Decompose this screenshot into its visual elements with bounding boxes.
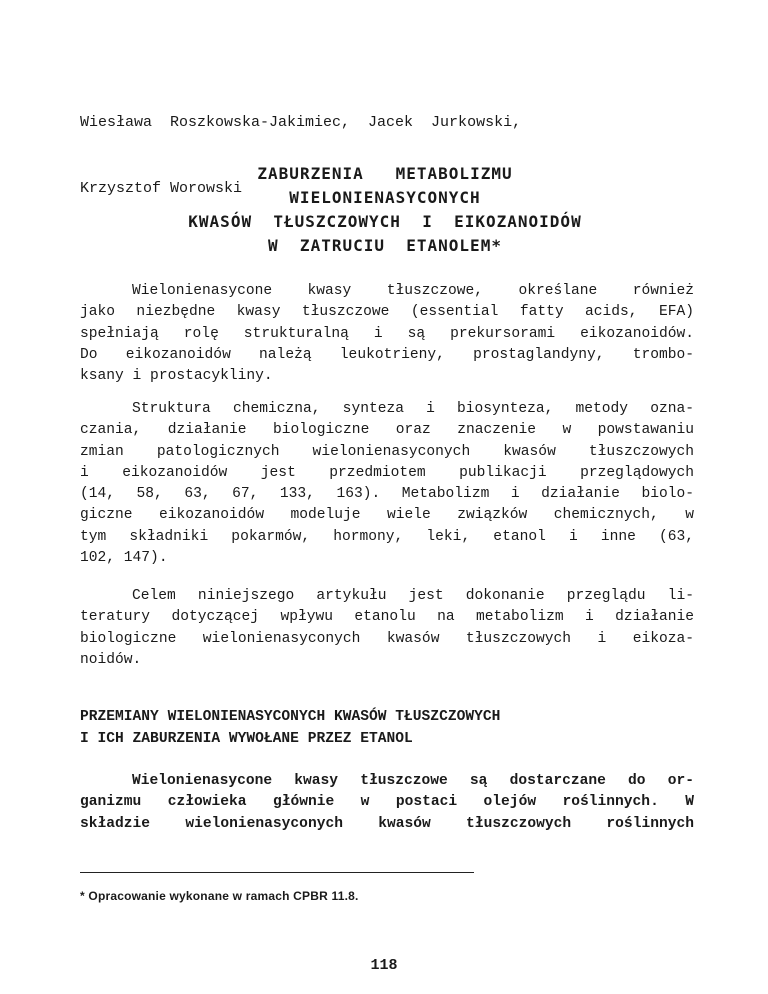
text-line: i eikozanoidów jest przedmiotem publikacji przeglądowych [80, 464, 694, 481]
paragraph-1 [80, 281, 694, 387]
paragraph-2 [80, 399, 694, 569]
title-line-4: W ZATRUCIU ETANOLEM* [268, 236, 502, 255]
footnote: * Opracowanie wykonane w ramach CPBR 11.8. [80, 889, 359, 903]
paragraph-4 [80, 771, 694, 835]
section-heading [80, 706, 694, 750]
text-line: Wielonienasycone kwasy tłuszczowe są dostarczane do or- [132, 773, 694, 789]
text-line: Do eikozanoidów należą leukotrieny, prostaglandyny, trombo- [80, 346, 694, 363]
text-line: tym składniki pokarmów, hormony, leki, etanol i inne (63, [80, 528, 694, 545]
text-line: czania, działanie biologiczne oraz znaczenie w powstawaniu [80, 422, 694, 439]
title-line-1: ZABURZENIA METABOLIZMU [257, 164, 513, 183]
text-line: Struktura chemiczna, synteza i biosynteza, metody ozna- [132, 401, 694, 417]
article-title [60, 162, 710, 258]
title-line-3: KWASÓW TŁUSZCZOWYCH I EIKOZANOIDÓW [188, 212, 582, 231]
authors-line-1: Wiesława Roszkowska-Jakimiec, Jacek Jurkowski, [80, 114, 522, 131]
text-line: ksany i prostacykliny. [80, 368, 273, 385]
text-line: Wielonienasycone kwasy tłuszczowe, określane również [132, 283, 694, 299]
text-line: giczne eikozanoidów modeluje wiele związków chemicznych, w [80, 507, 694, 524]
footnote-divider [80, 872, 474, 873]
text-line: noidów. [80, 651, 142, 668]
text-line: (14, 58, 63, 67, 133, 163). Metabolizm i działanie biolo- [80, 486, 694, 503]
text-line: 102, 147). [80, 550, 168, 567]
section-heading-line-2: I ICH ZABURZENIA WYWOŁANE PRZEZ ETANOL [80, 731, 413, 747]
authors-line-2: Krzysztof Worowski [80, 180, 243, 197]
section-heading-line-1: PRZEMIANY WIELONIENASYCONYCH KWASÓW TŁUSZCZOWYCH [80, 709, 501, 725]
text-line: zmian patologicznych wielonienasyconych kwasów tłuszczowych [80, 443, 694, 460]
text-line: biologiczne wielonienasyconych kwasów tłuszczowych i eikoza- [80, 630, 694, 647]
text-line: składzie wielonienasyconych kwasów tłuszczowych roślinnych [80, 815, 694, 832]
title-line-2: WIELONIENASYCONYCH [289, 188, 481, 207]
text-line: ganizmu człowieka głównie w postaci olejów roślinnych. W [80, 794, 694, 811]
text-line: jako niezbędne kwasy tłuszczowe (essential fatty acids, EFA) [80, 304, 694, 321]
text-line: spełniają rolę strukturalną i są prekursorami eikozanoidów. [80, 325, 694, 342]
page-number: 118 [370, 957, 398, 974]
paragraph-3 [80, 586, 694, 671]
text-line: Celem niniejszego artykułu jest dokonanie przeglądu li- [132, 588, 694, 604]
text-line: teratury dotyczącej wpływu etanolu na metabolizm i działanie [80, 609, 694, 626]
